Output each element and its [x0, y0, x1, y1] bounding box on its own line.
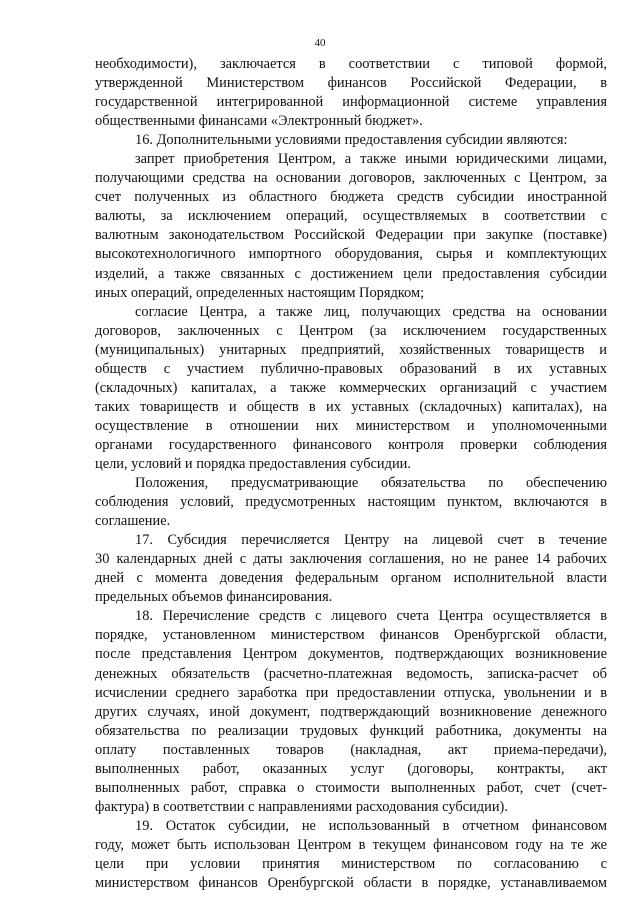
text-line: валютным законодательством Российской Федерации при закупке (поставке) [95, 227, 607, 244]
text-line: министерством финансов Оренбургской области в порядке, устанавливаемом [95, 875, 607, 892]
text-line: соблюдения условий, предусмотренных настоящим пунктом, включаются в [95, 494, 607, 511]
text-line: цели при условии принятия министерством по согласованию с [95, 855, 607, 872]
text-line: Положения, предусматривающие обязательства по обеспечению [135, 475, 607, 492]
text-line: 17. Субсидия перечисляется Центру на лицевой счет в течение [135, 532, 607, 549]
text-line: исчислении среднего заработка при предоставлении отпуска, увольнении и в [95, 684, 607, 701]
text-line: после представления Центром документов, подтверждающих возникновение [95, 646, 607, 663]
text-line: утвержденной Министерством финансов Российской Федерации, в [95, 75, 607, 92]
text-line: необходимости), заключается в соответствии с типовой формой, [95, 56, 607, 72]
text-line: запрет приобретения Центром, а также иными юридическими лицами, [135, 151, 607, 168]
text-line: обществ с участием публично-правовых образований в их уставных [95, 360, 607, 377]
text-line: органами государственного финансового контроля проверки соблюдения [95, 436, 607, 453]
text-line: 30 календарных дней с даты заключения соглашения, но не ранее 14 рабочих [95, 551, 607, 568]
text-line: порядке, установленном министерством финансов Оренбургской области, [95, 627, 607, 644]
text-line: договоров, заключенных с Центром (за исключением государственных [95, 322, 607, 339]
text-line: фактура) в соответствии с направлениями расходования субсидии). [95, 798, 508, 815]
text-line: иных операций, определенных настоящим Порядком; [95, 284, 425, 301]
text-line: согласие Центра, а также лиц, получающих средства на основании [135, 303, 607, 320]
text-line: 18. Перечисление средств с лицевого счета Центра осуществляется в [135, 608, 607, 625]
text-line: 19. Остаток субсидии, не использованный в отчетном финансовом [135, 817, 607, 834]
text-line: обязательства по реализации трудовых функций работника, документы на [95, 722, 607, 739]
text-line: цели, условий и порядка предоставления субсидии. [95, 455, 411, 472]
page-number: 40 [314, 37, 326, 49]
text-line: соглашение. [95, 513, 171, 530]
text-line: 16. Дополнительными условиями предоставления субсидии являются: [135, 132, 568, 149]
text-line: году, может быть использован Центром в текущем финансовом году на те же [95, 836, 607, 853]
text-line: выполненных работ, справка о стоимости выполненных работ, счет (счет- [95, 779, 607, 796]
text-line: осуществление в отношении них министерством и уполномоченными [95, 417, 607, 434]
text-line: изделий, а также связанных с достижением цели предоставления субсидии [95, 265, 607, 282]
text-line: счет полученных из областного бюджета средств субсидии иностранной [95, 189, 607, 206]
text-line: денежных обязательств (расчетно-платежная ведомость, записка-расчет об [95, 665, 607, 682]
text-line: (складочных) капиталах, а также коммерческих организаций с участием [95, 379, 607, 396]
document-body [95, 55, 607, 893]
text-line: валюты, за исключением операций, осуществляемых в соответствии с [95, 208, 607, 225]
text-line: оплату поставленных товаров (накладная, акт приема-передачи), [95, 741, 607, 758]
text-line: получающими средства на основании договоров, заключенных с Центром, за [95, 170, 607, 187]
text-line: таких товариществ и обществ в их уставных (складочных) капиталах), на [95, 398, 607, 415]
text-line: дней с момента доведения федеральным органом исполнительной власти [95, 570, 607, 587]
text-line: предельных объемов финансирования. [95, 589, 333, 606]
text-line: выполненных работ, оказанных услуг (договоры, контракты, акт [95, 760, 607, 777]
text-line: государственной интегрированной информационной системе управления [95, 94, 607, 111]
text-line: высокотехнологичного импортного оборудования, сырья и комплектующих [95, 246, 607, 263]
text-line: других случаях, иной документ, подтверждающий возникновение денежного [95, 703, 607, 720]
text-line: (муниципальных) унитарных предприятий, хозяйственных товариществ и [95, 341, 607, 358]
text-line: общественными финансами «Электронный бюджет». [95, 113, 423, 130]
